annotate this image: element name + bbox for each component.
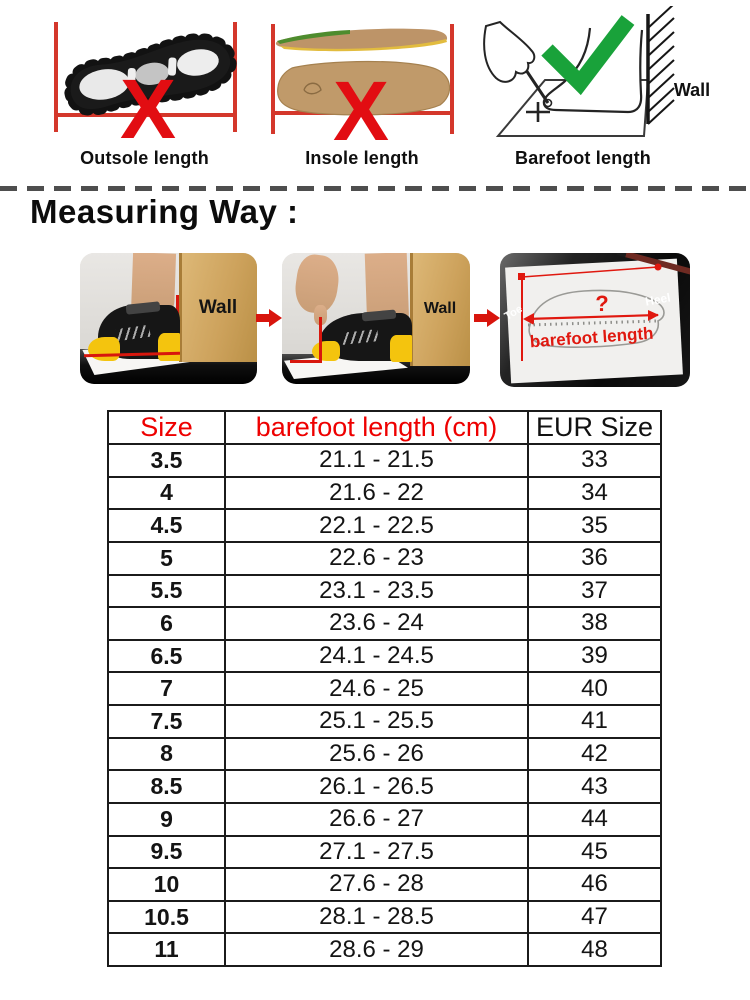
insole-guide — [262, 14, 462, 169]
size-table-body — [108, 444, 661, 966]
table-row — [108, 901, 661, 934]
eur-cell: 41 — [528, 705, 661, 738]
eur-cell: 36 — [528, 542, 661, 575]
toe-label: Toe — [502, 303, 525, 323]
table-row — [108, 738, 661, 771]
size-cell: 6 — [108, 607, 225, 640]
barefoot-length-label: barefoot length — [529, 323, 654, 352]
length-cell: 23.6 - 24 — [225, 607, 528, 640]
measure-line — [290, 360, 322, 363]
table-row — [108, 444, 661, 477]
sock-heel — [390, 335, 412, 362]
measuring-photo-1 — [80, 253, 257, 384]
length-cell: 28.6 - 29 — [225, 933, 528, 966]
table-row — [108, 672, 661, 705]
length-cell: 24.6 - 25 — [225, 672, 528, 705]
length-cell: 26.1 - 26.5 — [225, 770, 528, 803]
length-cell: 28.1 - 28.5 — [225, 901, 528, 934]
red-pen — [319, 317, 322, 361]
wall-label: Wall — [673, 80, 711, 100]
size-cell: 6.5 — [108, 640, 225, 673]
insole-illustration — [262, 14, 462, 142]
wrong-x-icon: X — [332, 64, 390, 142]
size-cell: 4.5 — [108, 509, 225, 542]
length-cell: 26.6 - 27 — [225, 803, 528, 836]
size-cell: 7.5 — [108, 705, 225, 738]
eur-cell: 48 — [528, 933, 661, 966]
length-cell: 27.6 - 28 — [225, 868, 528, 901]
eur-cell: 44 — [528, 803, 661, 836]
table-row — [108, 607, 661, 640]
size-cell: 11 — [108, 933, 225, 966]
eur-cell: 34 — [528, 477, 661, 510]
measuring-photo-3 — [500, 253, 690, 387]
length-cell: 22.6 - 23 — [225, 542, 528, 575]
size-cell: 9.5 — [108, 836, 225, 869]
measurement-overlay — [500, 253, 690, 387]
length-cell: 21.1 - 21.5 — [225, 444, 528, 477]
barefoot-guide — [468, 6, 715, 169]
size-chart-table — [107, 410, 662, 967]
table-row — [108, 509, 661, 542]
length-cell: 21.6 - 22 — [225, 477, 528, 510]
header-barefoot-length: barefoot length (cm) — [225, 411, 528, 444]
size-cell: 9 — [108, 803, 225, 836]
length-cell: 23.1 - 23.5 — [225, 575, 528, 608]
eur-cell: 37 — [528, 575, 661, 608]
sock-toe — [88, 337, 120, 361]
length-cell: 25.6 - 26 — [225, 738, 528, 771]
eur-cell: 45 — [528, 836, 661, 869]
length-cell: 22.1 - 22.5 — [225, 509, 528, 542]
dashed-divider — [0, 186, 750, 191]
measure-line — [526, 315, 658, 319]
length-cell: 24.1 - 24.5 — [225, 640, 528, 673]
insole-label: Insole length — [305, 148, 419, 168]
arrow-right-icon — [256, 309, 282, 327]
measuring-photos — [0, 253, 750, 393]
size-cell: 8.5 — [108, 770, 225, 803]
outsole-illustration — [42, 14, 247, 142]
header-size: Size — [108, 411, 225, 444]
size-cell: 7 — [108, 672, 225, 705]
outsole-label: Outsole length — [80, 148, 209, 168]
arrow-right-icon — [474, 309, 500, 327]
eur-cell: 38 — [528, 607, 661, 640]
eur-cell: 39 — [528, 640, 661, 673]
table-row — [108, 770, 661, 803]
table-row — [108, 477, 661, 510]
eur-cell: 40 — [528, 672, 661, 705]
size-cell: 4 — [108, 477, 225, 510]
eur-cell: 46 — [528, 868, 661, 901]
size-cell: 8 — [108, 738, 225, 771]
sock-toe — [312, 341, 340, 361]
size-cell: 3.5 — [108, 444, 225, 477]
eur-cell: 43 — [528, 770, 661, 803]
size-cell: 10.5 — [108, 901, 225, 934]
table-row — [108, 836, 661, 869]
wall-hatch-icon — [648, 6, 674, 124]
table-row — [108, 803, 661, 836]
table-row — [108, 542, 661, 575]
length-cell: 25.1 - 25.5 — [225, 705, 528, 738]
length-cell: 27.1 - 27.5 — [225, 836, 528, 869]
wall-label: Wall — [198, 297, 238, 318]
size-cell: 5.5 — [108, 575, 225, 608]
barefoot-label: Barefoot length — [515, 148, 651, 168]
size-cell: 10 — [108, 868, 225, 901]
table-header-row — [108, 411, 661, 444]
heel-label: Heel — [644, 290, 672, 309]
eur-cell: 35 — [528, 509, 661, 542]
size-cell: 5 — [108, 542, 225, 575]
wall-label: Wall — [423, 300, 457, 317]
eur-cell: 47 — [528, 901, 661, 934]
question-mark: ? — [595, 291, 609, 316]
eur-cell: 42 — [528, 738, 661, 771]
barefoot-illustration — [468, 6, 715, 142]
table-row — [108, 705, 661, 738]
table-row — [108, 640, 661, 673]
section-heading: Measuring Way : — [30, 193, 299, 230]
sock-heel — [158, 333, 180, 361]
table-row — [108, 868, 661, 901]
table-row — [108, 575, 661, 608]
measuring-photo-2 — [282, 253, 470, 384]
wrong-x-icon: X — [119, 62, 177, 142]
outsole-guide — [42, 14, 247, 169]
header-eur-size: EUR Size — [528, 411, 661, 444]
table-row — [108, 933, 661, 966]
eur-cell: 33 — [528, 444, 661, 477]
